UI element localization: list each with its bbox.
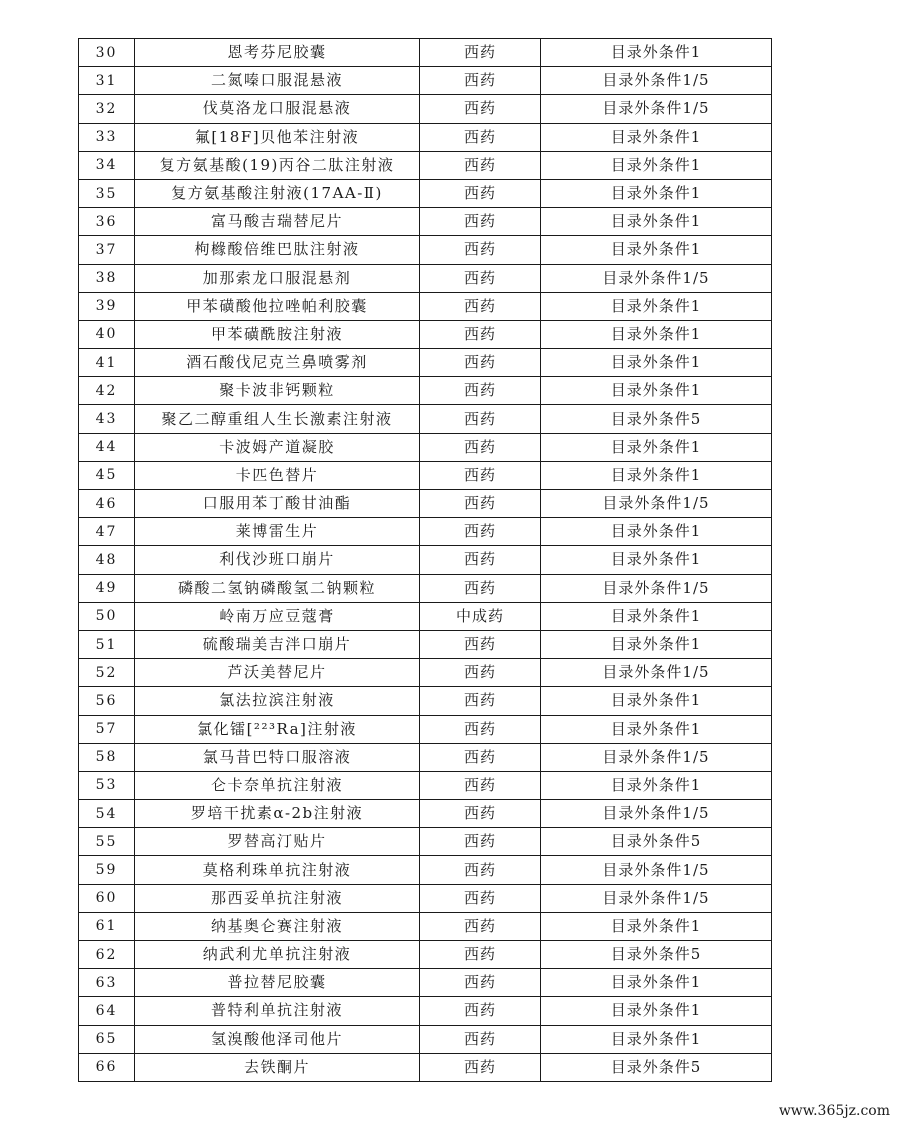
table-row xyxy=(79,67,772,95)
table-row xyxy=(79,969,772,997)
coverage-condition: 目录外条件1 xyxy=(541,602,772,630)
coverage-condition: 目录外条件1 xyxy=(541,320,772,348)
drug-name: 磷酸二氢钠磷酸氢二钠颗粒 xyxy=(135,574,420,602)
row-number: 35 xyxy=(79,179,135,207)
table-row xyxy=(79,123,772,151)
table-row xyxy=(79,856,772,884)
row-number: 45 xyxy=(79,461,135,489)
coverage-condition: 目录外条件5 xyxy=(541,1053,772,1081)
row-number: 55 xyxy=(79,828,135,856)
row-number: 58 xyxy=(79,743,135,771)
table-row xyxy=(79,377,772,405)
table-row xyxy=(79,433,772,461)
coverage-condition: 目录外条件1 xyxy=(541,151,772,179)
row-number: 42 xyxy=(79,377,135,405)
row-number: 59 xyxy=(79,856,135,884)
coverage-condition: 目录外条件1 xyxy=(541,377,772,405)
table-row xyxy=(79,405,772,433)
table-row xyxy=(79,95,772,123)
drug-type: 西药 xyxy=(420,884,541,912)
table-row xyxy=(79,828,772,856)
drug-name: 甲苯磺酸他拉唑帕利胶囊 xyxy=(135,292,420,320)
drug-type: 西药 xyxy=(420,997,541,1025)
coverage-condition: 目录外条件1 xyxy=(541,236,772,264)
drug-name: 纳武利尤单抗注射液 xyxy=(135,941,420,969)
row-number: 60 xyxy=(79,884,135,912)
drug-type: 西药 xyxy=(420,743,541,771)
table-row xyxy=(79,912,772,940)
drug-type: 西药 xyxy=(420,687,541,715)
row-number: 61 xyxy=(79,912,135,940)
coverage-condition: 目录外条件1/5 xyxy=(541,856,772,884)
table-row xyxy=(79,941,772,969)
table-row xyxy=(79,1053,772,1081)
drug-name: 莱博雷生片 xyxy=(135,518,420,546)
row-number: 49 xyxy=(79,574,135,602)
drug-type: 西药 xyxy=(420,151,541,179)
coverage-condition: 目录外条件1 xyxy=(541,687,772,715)
coverage-condition: 目录外条件1 xyxy=(541,349,772,377)
coverage-condition: 目录外条件1/5 xyxy=(541,490,772,518)
watermark: www.365jz.com xyxy=(778,1103,890,1119)
drug-type: 西药 xyxy=(420,405,541,433)
drug-name: 硫酸瑞美吉泮口崩片 xyxy=(135,630,420,658)
table-row xyxy=(79,884,772,912)
drug-type: 西药 xyxy=(420,236,541,264)
table-row xyxy=(79,800,772,828)
coverage-condition: 目录外条件1/5 xyxy=(541,659,772,687)
row-number: 53 xyxy=(79,771,135,799)
coverage-condition: 目录外条件1 xyxy=(541,208,772,236)
table-row xyxy=(79,236,772,264)
row-number: 54 xyxy=(79,800,135,828)
drug-type: 西药 xyxy=(420,800,541,828)
drug-name: 加那索龙口服混悬剂 xyxy=(135,264,420,292)
coverage-condition: 目录外条件1 xyxy=(541,518,772,546)
drug-name: 氯马昔巴特口服溶液 xyxy=(135,743,420,771)
table-row xyxy=(79,659,772,687)
table-row xyxy=(79,490,772,518)
table-row xyxy=(79,602,772,630)
drug-type: 西药 xyxy=(420,208,541,236)
row-number: 30 xyxy=(79,39,135,67)
table-row xyxy=(79,518,772,546)
coverage-condition: 目录外条件1 xyxy=(541,997,772,1025)
coverage-condition: 目录外条件1/5 xyxy=(541,743,772,771)
drug-name: 利伐沙班口崩片 xyxy=(135,546,420,574)
row-number: 36 xyxy=(79,208,135,236)
row-number: 63 xyxy=(79,969,135,997)
coverage-condition: 目录外条件1 xyxy=(541,433,772,461)
row-number: 32 xyxy=(79,95,135,123)
drug-name: 氯化镭[²²³Ra]注射液 xyxy=(135,715,420,743)
coverage-condition: 目录外条件1/5 xyxy=(541,800,772,828)
coverage-condition: 目录外条件1 xyxy=(541,123,772,151)
drug-type: 西药 xyxy=(420,39,541,67)
drug-type: 西药 xyxy=(420,292,541,320)
drug-name: 卡匹色替片 xyxy=(135,461,420,489)
row-number: 34 xyxy=(79,151,135,179)
drug-type: 西药 xyxy=(420,320,541,348)
drug-name: 氢溴酸他泽司他片 xyxy=(135,1025,420,1053)
drug-name: 罗培干扰素α-2b注射液 xyxy=(135,800,420,828)
coverage-condition: 目录外条件1 xyxy=(541,39,772,67)
table-row xyxy=(79,39,772,67)
coverage-condition: 目录外条件1/5 xyxy=(541,884,772,912)
row-number: 41 xyxy=(79,349,135,377)
row-number: 40 xyxy=(79,320,135,348)
table-row xyxy=(79,1025,772,1053)
row-number: 37 xyxy=(79,236,135,264)
drug-name: 莫格利珠单抗注射液 xyxy=(135,856,420,884)
drug-type: 西药 xyxy=(420,349,541,377)
drug-name: 罗替高汀贴片 xyxy=(135,828,420,856)
coverage-condition: 目录外条件1/5 xyxy=(541,67,772,95)
drug-type: 西药 xyxy=(420,856,541,884)
coverage-condition: 目录外条件1 xyxy=(541,546,772,574)
coverage-condition: 目录外条件1 xyxy=(541,630,772,658)
table-row xyxy=(79,997,772,1025)
drug-type: 西药 xyxy=(420,941,541,969)
row-number: 57 xyxy=(79,715,135,743)
drug-name: 复方氨基酸注射液(17AA-Ⅱ) xyxy=(135,179,420,207)
row-number: 56 xyxy=(79,687,135,715)
table-row xyxy=(79,771,772,799)
drug-type: 西药 xyxy=(420,490,541,518)
drug-type: 中成药 xyxy=(420,602,541,630)
row-number: 31 xyxy=(79,67,135,95)
row-number: 43 xyxy=(79,405,135,433)
coverage-condition: 目录外条件1 xyxy=(541,461,772,489)
drug-type: 西药 xyxy=(420,179,541,207)
coverage-condition: 目录外条件1 xyxy=(541,912,772,940)
drug-name: 酒石酸伐尼克兰鼻喷雾剂 xyxy=(135,349,420,377)
drug-type: 西药 xyxy=(420,518,541,546)
table-row xyxy=(79,349,772,377)
row-number: 65 xyxy=(79,1025,135,1053)
drug-type: 西药 xyxy=(420,771,541,799)
drug-name: 伐莫洛龙口服混悬液 xyxy=(135,95,420,123)
drug-type: 西药 xyxy=(420,828,541,856)
row-number: 39 xyxy=(79,292,135,320)
drug-name: 口服用苯丁酸甘油酯 xyxy=(135,490,420,518)
drug-name: 芦沃美替尼片 xyxy=(135,659,420,687)
table-row xyxy=(79,574,772,602)
table-row xyxy=(79,151,772,179)
coverage-condition: 目录外条件1 xyxy=(541,179,772,207)
coverage-condition: 目录外条件5 xyxy=(541,941,772,969)
drug-table xyxy=(78,38,772,1082)
coverage-condition: 目录外条件5 xyxy=(541,828,772,856)
drug-name: 聚乙二醇重组人生长激素注射液 xyxy=(135,405,420,433)
drug-type: 西药 xyxy=(420,461,541,489)
drug-type: 西药 xyxy=(420,1025,541,1053)
drug-name: 卡波姆产道凝胶 xyxy=(135,433,420,461)
drug-name: 甲苯磺酰胺注射液 xyxy=(135,320,420,348)
coverage-condition: 目录外条件1 xyxy=(541,969,772,997)
drug-name: 氟[18F]贝他苯注射液 xyxy=(135,123,420,151)
table-row xyxy=(79,179,772,207)
drug-name: 枸橼酸倍维巴肽注射液 xyxy=(135,236,420,264)
drug-name: 恩考芬尼胶囊 xyxy=(135,39,420,67)
row-number: 44 xyxy=(79,433,135,461)
table-row xyxy=(79,687,772,715)
drug-name: 普拉替尼胶囊 xyxy=(135,969,420,997)
drug-type: 西药 xyxy=(420,377,541,405)
drug-name: 纳基奥仑赛注射液 xyxy=(135,912,420,940)
drug-type: 西药 xyxy=(420,123,541,151)
table-row xyxy=(79,320,772,348)
coverage-condition: 目录外条件1/5 xyxy=(541,95,772,123)
drug-name: 那西妥单抗注射液 xyxy=(135,884,420,912)
row-number: 33 xyxy=(79,123,135,151)
drug-name: 岭南万应豆蔻膏 xyxy=(135,602,420,630)
drug-type: 西药 xyxy=(420,659,541,687)
coverage-condition: 目录外条件1/5 xyxy=(541,574,772,602)
coverage-condition: 目录外条件1 xyxy=(541,715,772,743)
drug-type: 西药 xyxy=(420,546,541,574)
row-number: 38 xyxy=(79,264,135,292)
table-row xyxy=(79,208,772,236)
row-number: 50 xyxy=(79,602,135,630)
drug-name: 氯法拉滨注射液 xyxy=(135,687,420,715)
row-number: 46 xyxy=(79,490,135,518)
table-row xyxy=(79,546,772,574)
row-number: 51 xyxy=(79,630,135,658)
drug-type: 西药 xyxy=(420,95,541,123)
row-number: 48 xyxy=(79,546,135,574)
drug-type: 西药 xyxy=(420,574,541,602)
drug-name: 富马酸吉瑞替尼片 xyxy=(135,208,420,236)
drug-type: 西药 xyxy=(420,264,541,292)
row-number: 66 xyxy=(79,1053,135,1081)
drug-name: 普特利单抗注射液 xyxy=(135,997,420,1025)
row-number: 47 xyxy=(79,518,135,546)
drug-type: 西药 xyxy=(420,912,541,940)
drug-name: 仑卡奈单抗注射液 xyxy=(135,771,420,799)
drug-name: 聚卡波非钙颗粒 xyxy=(135,377,420,405)
drug-name: 复方氨基酸(19)丙谷二肽注射液 xyxy=(135,151,420,179)
table-body xyxy=(79,39,772,1082)
table-row xyxy=(79,715,772,743)
drug-name: 二氮嗪口服混悬液 xyxy=(135,67,420,95)
table-row xyxy=(79,292,772,320)
table-row xyxy=(79,461,772,489)
table-row xyxy=(79,743,772,771)
coverage-condition: 目录外条件1 xyxy=(541,1025,772,1053)
drug-type: 西药 xyxy=(420,433,541,461)
coverage-condition: 目录外条件1 xyxy=(541,292,772,320)
coverage-condition: 目录外条件5 xyxy=(541,405,772,433)
row-number: 64 xyxy=(79,997,135,1025)
table-row xyxy=(79,630,772,658)
coverage-condition: 目录外条件1/5 xyxy=(541,264,772,292)
drug-type: 西药 xyxy=(420,1053,541,1081)
row-number: 52 xyxy=(79,659,135,687)
drug-type: 西药 xyxy=(420,969,541,997)
drug-type: 西药 xyxy=(420,630,541,658)
drug-type: 西药 xyxy=(420,67,541,95)
coverage-condition: 目录外条件1 xyxy=(541,771,772,799)
row-number: 62 xyxy=(79,941,135,969)
table-row xyxy=(79,264,772,292)
drug-type: 西药 xyxy=(420,715,541,743)
drug-name: 去铁酮片 xyxy=(135,1053,420,1081)
